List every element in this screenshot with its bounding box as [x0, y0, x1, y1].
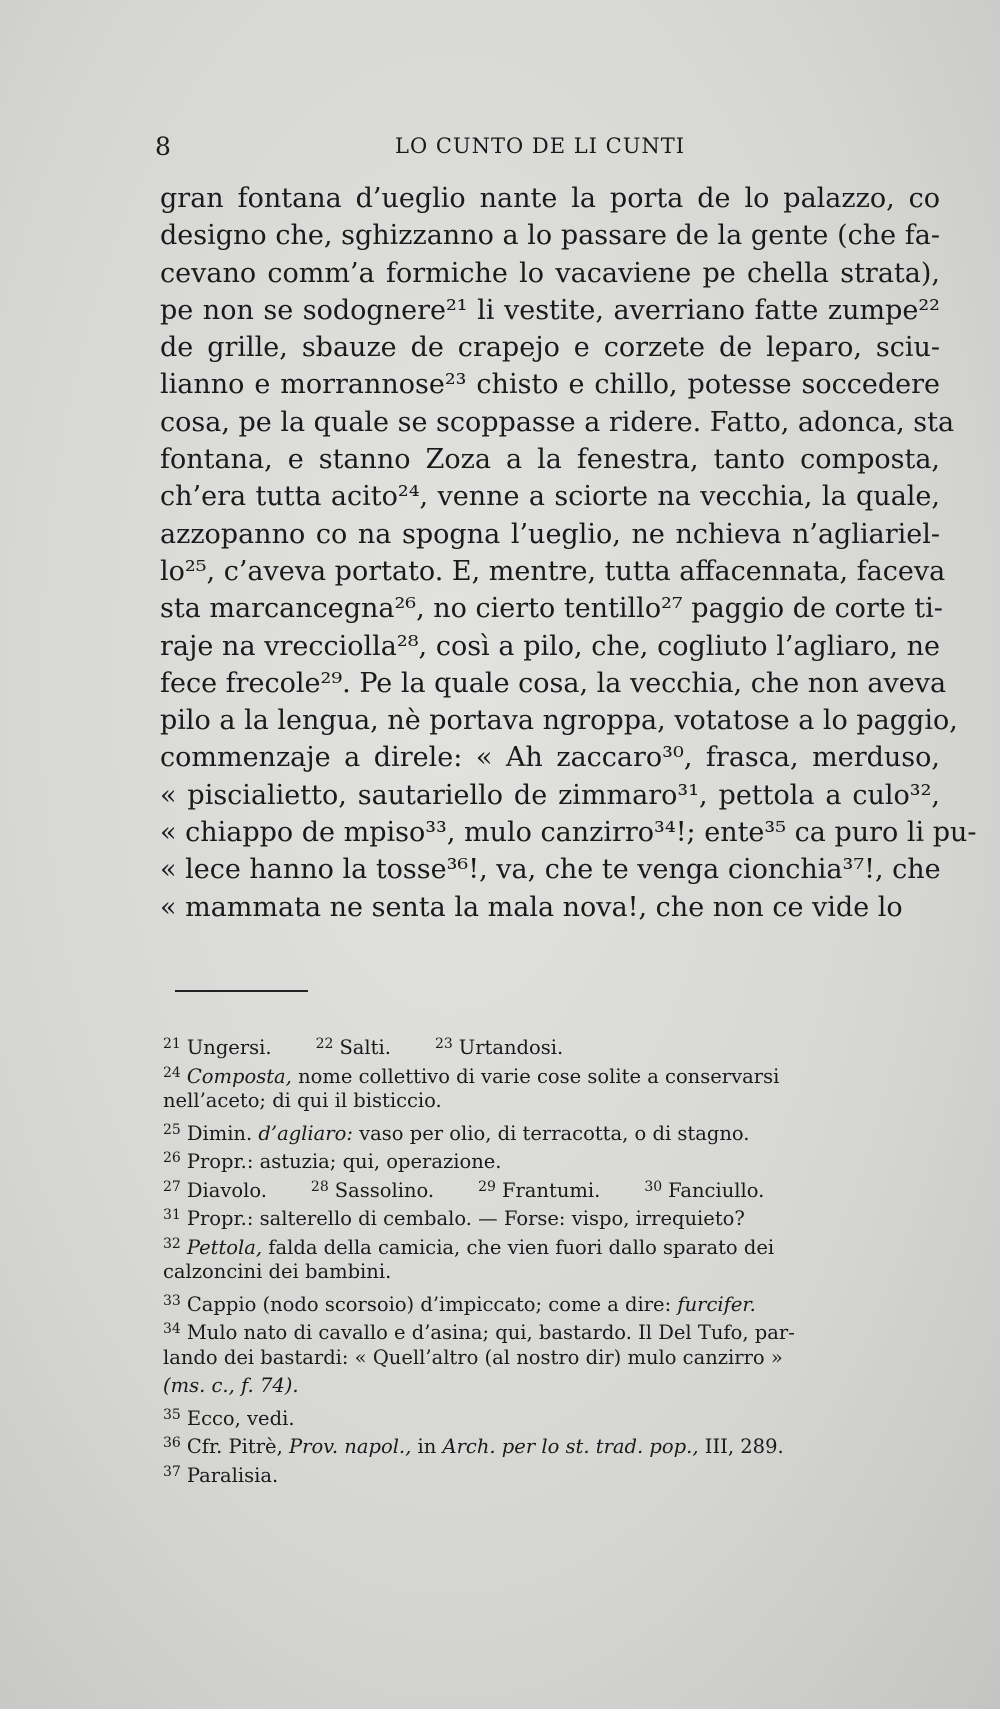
text-line: gran fontana d’ueglio nante la porta de lo palazzo, co [160, 183, 940, 214]
footnote-term: (ms. c., f. 74). [163, 1374, 299, 1397]
footnote-line [163, 1116, 938, 1145]
footnote-line [163, 1258, 938, 1287]
footnote-text: Urtandosi. [458, 1036, 564, 1059]
footnote-line [163, 1030, 938, 1059]
footnote-text: vaso per olio, di terracotta, o di stagno. [352, 1121, 750, 1145]
footnote-number: 29 [478, 1178, 496, 1195]
footnote-text: Dimin. [186, 1121, 259, 1145]
footnote-number: 26 [163, 1150, 181, 1166]
footnote-line [163, 1344, 938, 1373]
footnote-text: falda della camicia, che vien fuori dallo sparato dei [262, 1235, 775, 1259]
footnote-line [163, 1201, 938, 1230]
footnote-number: 36 [163, 1435, 181, 1451]
footnote-text: Ungersi. [186, 1036, 272, 1059]
text-line: fontana, e stanno Zoza a la fenestra, tanto composta, [160, 444, 940, 476]
footnote-number: 37 [163, 1463, 181, 1480]
footnote-number: 22 [315, 1036, 334, 1052]
footnote-number: 31 [163, 1207, 181, 1223]
text-line: « chiappo de mpiso³³, mulo canzirro³⁴!; ente³⁵ ca puro li pu- [160, 817, 977, 849]
text-line: azzopanno co na spogna l’ueglio, ne nchieva n’agliariel- [160, 518, 940, 550]
text-line: ch’era tutta acito²⁴, venne a sciorte na vecchia, la quale, [160, 481, 940, 513]
footnote-term: Arch. per lo st. trad. pop., [442, 1435, 699, 1458]
text-line: sta marcancegna²⁶, no cierto tentillo²⁷ paggio de corte ti- [160, 593, 943, 625]
text-line: cosa, pe la quale se scoppasse a ridere. Fatto, adonca, sta [160, 406, 955, 438]
text-line: designo che, sghizzanno a lo passare de la gente (che fa- [160, 220, 940, 252]
footnote-text: calzoncini dei bambini. [163, 1260, 392, 1283]
text-line: cevano comm’a formiche lo vacaviene pe chella strata), [160, 257, 940, 289]
footnote-line [163, 1458, 938, 1487]
footnote-text: Sassolino. [334, 1178, 435, 1202]
footnote-term: Pettola, [186, 1235, 263, 1259]
footnote-text: III, 289. [698, 1435, 784, 1458]
text-line: de grille, sbauze de crapejo e corzete de leparo, sciu- [160, 332, 940, 364]
footnotes [163, 1030, 938, 1486]
text-line: fece frecole²⁹. Pe la quale cosa, la vecchia, che non aveva [160, 667, 947, 699]
running-title: LO CUNTO DE LI CUNTI [395, 134, 686, 158]
text-line: raje na vrecciolla²⁸, così a pilo, che, cogliuto l’agliaro, ne [160, 630, 940, 662]
footnote-text: Fanciullo. [668, 1178, 765, 1202]
footnote-text: Paralisia. [186, 1463, 279, 1487]
footnote-term: furcifer. [677, 1292, 756, 1316]
footnote-text: nell’aceto; di qui il bisticcio. [163, 1089, 442, 1112]
text-line: lo²⁵, c’aveva portato. E, mentre, tutta affacennata, faceva [160, 555, 946, 587]
footnote-line [163, 1173, 938, 1202]
footnote-line [163, 1372, 938, 1401]
page-header [155, 132, 945, 162]
footnote-line [163, 1287, 938, 1316]
text-line: commenzaje a direle: « Ah zaccaro³⁰, frasca, merduso, [160, 742, 940, 774]
footnote-line [163, 1087, 938, 1116]
footnote-number: 25 [163, 1121, 181, 1138]
footnote-text: Cfr. Pitrè, [186, 1435, 289, 1458]
footnote-text: Propr.: salterello di cembalo. — Forse: vispo, irrequieto? [186, 1207, 745, 1230]
footnote-line [163, 1315, 938, 1344]
footnote-number: 32 [163, 1235, 181, 1252]
footnote-number: 35 [163, 1406, 181, 1423]
text-line: pilo a la lengua, nè portava ngroppa, votatose a lo paggio, [160, 705, 958, 737]
footnote-line [163, 1401, 938, 1430]
footnote-text: Propr.: astuzia; qui, operazione. [186, 1150, 502, 1173]
text-line: pe non se sodognere²¹ li vestite, averriano fatte zumpe²² [160, 294, 940, 326]
footnote-number: 33 [163, 1292, 181, 1309]
footnote-text: Ecco, vedi. [186, 1406, 295, 1430]
footnote-line [163, 1429, 938, 1458]
footnote-rule [175, 990, 308, 992]
footnote-line [163, 1059, 938, 1088]
footnote-text: Mulo nato di cavallo e d’asina; qui, bastardo. Il Del Tufo, par- [186, 1321, 795, 1344]
footnote-text: Diavolo. [186, 1178, 267, 1202]
footnote-number: 34 [163, 1321, 181, 1337]
footnote-text: Cappio (nodo scorsoio) d’impiccato; come a dire: [186, 1292, 678, 1316]
footnote-number: 24 [163, 1064, 181, 1081]
text-line: « mammata ne senta la mala nova!, che non ce vide lo [160, 891, 903, 923]
footnote-number: 28 [310, 1178, 329, 1195]
text-line: « piscialietto, sautariello de zimmaro³¹, pettola a culo³², [160, 779, 940, 811]
footnote-number: 21 [163, 1036, 181, 1052]
footnote-term: d’agliaro: [258, 1121, 353, 1145]
footnote-term: Composta, [186, 1064, 292, 1088]
footnote-line [163, 1230, 938, 1259]
footnote-text: lando dei bastardi: « Quell’altro (al nostro dir) mulo canzirro » [163, 1345, 783, 1369]
text-line: lianno e morrannose²³ chisto e chillo, potesse soccedere [160, 369, 940, 401]
footnote-number: 30 [644, 1178, 663, 1195]
footnote-line [163, 1144, 938, 1173]
text-line: « lece hanno la tosse³⁶!, va, che te venga cionchia³⁷!, che [160, 854, 941, 886]
footnote-text: nome collettivo di varie cose solite a conservarsi [291, 1064, 780, 1088]
footnote-term: Prov. napol., [289, 1435, 412, 1458]
page-number: 8 [155, 132, 171, 161]
main-text [160, 180, 977, 926]
footnote-text: Frantumi. [501, 1178, 601, 1202]
footnote-number: 23 [434, 1036, 453, 1052]
footnote-text: in [411, 1435, 443, 1458]
footnote-number: 27 [163, 1178, 181, 1195]
footnote-text: Salti. [339, 1036, 391, 1059]
